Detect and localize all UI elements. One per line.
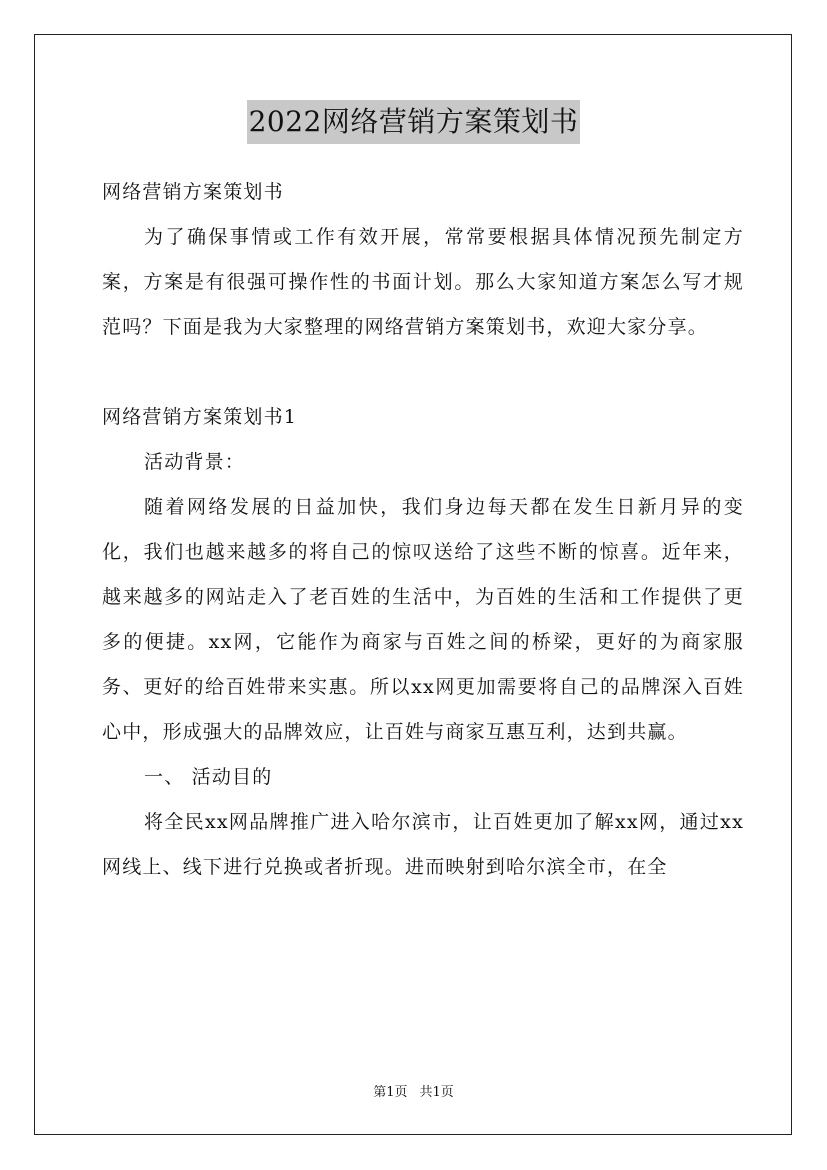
paragraph-background: 随着网络发展的日益加快，我们身边每天都在发生日新月异的变化，我们也越来越多的将自己的惊叹送给了这些不断的惊喜。近年来，越来越多的网站走入了老百姓的生活中，为百姓的生活和工作提供了更多的便捷。xx网，它能作为商家与百姓之间的桥梁，更好的为商家服务、更好的给百姓带来实惠。所以xx网更加需要将自己的品牌深入百姓心中，形成强大的品牌效应，让百姓与商家互惠互利，达到共赢。	[102, 496, 744, 743]
paragraph-subtitle: 网络营销方案策划书	[102, 181, 284, 203]
document-title: 2022网络营销方案策划书	[247, 100, 581, 144]
paragraph-section-heading: 网络营销方案策划书1	[102, 406, 298, 428]
page-footer	[0, 1083, 827, 1103]
paragraph-spacer	[102, 350, 744, 395]
page-total: 共1页	[419, 1085, 454, 1100]
paragraph-purpose-heading: 一、 活动目的	[144, 766, 273, 788]
title-container	[0, 100, 827, 144]
paragraph-purpose: 将全民xx网品牌推广进入哈尔滨市，让百姓更加了解xx网，通过xx网线上、线下进行兑换或者折现。进而映射到哈尔滨全市，在全	[102, 811, 744, 878]
paragraph-background-heading: 活动背景：	[144, 451, 246, 473]
document-body	[102, 170, 744, 890]
paragraph-intro: 为了确保事情或工作有效开展，常常要根据具体情况预先制定方案，方案是有很强可操作性的书面计划。那么大家知道方案怎么写才规范吗？下面是我为大家整理的网络营销方案策划书，欢迎大家分享。	[102, 226, 744, 338]
page-number: 第1页	[373, 1085, 408, 1100]
